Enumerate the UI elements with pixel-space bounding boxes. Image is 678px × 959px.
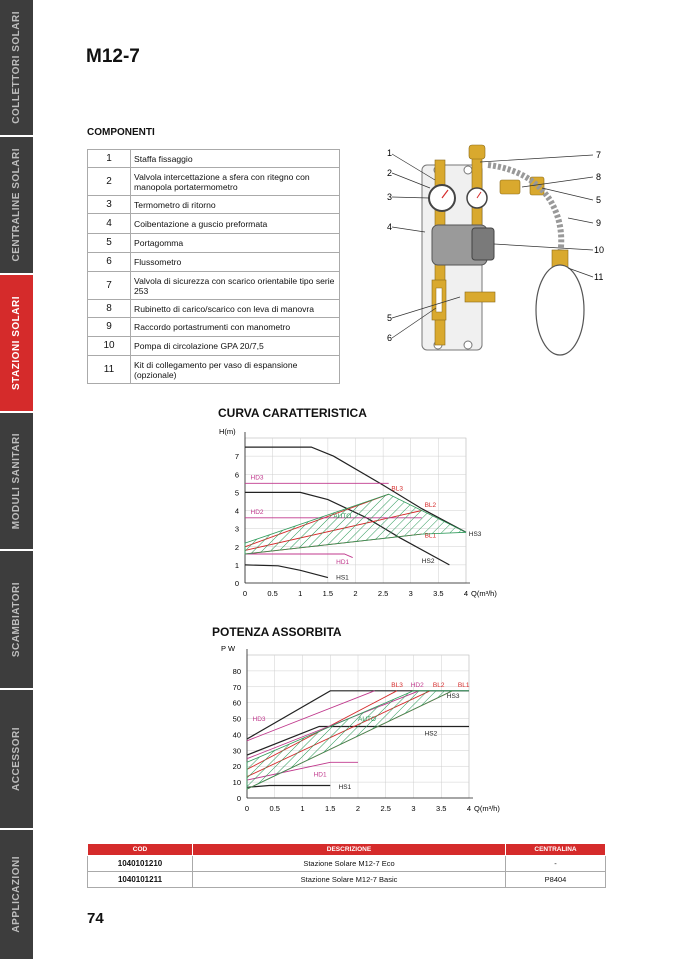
series-label-bl2: BL2	[432, 682, 445, 690]
table-row: 2 Valvola intercettazione a sfera con ritegno con manopola portatermometro	[88, 168, 340, 196]
series-label-hs2: HS2	[421, 558, 435, 566]
y-tick-label: 80	[232, 666, 241, 676]
callout-right-10: 10	[594, 245, 605, 255]
components-heading: COMPONENTI	[87, 127, 155, 138]
series-label-hs1: HS1	[336, 574, 349, 582]
callout-left-4: 4	[387, 222, 393, 232]
x-tick-label: 1	[298, 589, 303, 598]
y-axis-label: P W	[221, 645, 236, 653]
series-label-hs3: HS3	[446, 692, 460, 700]
y-tick-label: 30	[232, 746, 241, 756]
components-table	[87, 149, 340, 384]
sidebar-tab-scambiatori[interactable]: SCAMBIATORI	[0, 551, 33, 690]
y-tick-label: 2	[234, 542, 239, 552]
x-tick-label: 1.5	[322, 589, 334, 598]
series-label-hd1: HD1	[313, 771, 327, 779]
x-tick-label: 0	[242, 589, 248, 598]
y-axis-label: H(m)	[219, 428, 236, 436]
power-chart	[210, 645, 510, 825]
x-tick-label: 2	[353, 589, 358, 598]
sidebar-tab-centraline-solari[interactable]: CENTRALINE SOLARI	[0, 137, 33, 275]
callout-left-6: 6	[387, 333, 393, 343]
x-tick-label: 3	[411, 804, 416, 813]
y-tick-label: 1	[234, 560, 239, 570]
x-tick-label: 3	[408, 589, 413, 598]
x-tick-label: 4	[466, 804, 472, 813]
y-tick-label: 6	[234, 470, 239, 480]
series-label-auto: AUTO	[358, 716, 376, 724]
table-row: 7 Valvola di sicurezza con scarico orientabile tipo serie 253	[88, 272, 340, 300]
series-label-hs2: HS2	[424, 730, 438, 738]
callout-right-7: 7	[596, 150, 602, 160]
sidebar-tab-accessori[interactable]: ACCESSORI	[0, 690, 33, 830]
series-label-bl3: BL3	[391, 485, 403, 493]
col-header-descrizione: DESCRIZIONE	[193, 844, 506, 856]
callout-left-1: 1	[387, 148, 393, 158]
x-tick-label: 1.5	[325, 804, 336, 813]
col-header-centralina: CENTRALINA	[506, 844, 606, 856]
table-row: 8 Rubinetto di carico/scarico con leva di manovra	[88, 300, 340, 318]
series-label-hd1: HD1	[336, 558, 350, 566]
y-tick-label: 20	[232, 762, 241, 772]
callout-right-8: 8	[596, 172, 602, 182]
y-tick-label: 7	[234, 452, 239, 462]
series-label-hs1: HS1	[338, 784, 352, 792]
x-tick-label: 4	[463, 589, 469, 598]
table-row: 10 Pompa di circolazione GPA 20/7,5	[88, 337, 340, 356]
y-tick-label: 50	[232, 714, 241, 724]
y-tick-label: 0	[234, 579, 239, 588]
table-row: 4 Coibentazione a guscio preformata	[88, 214, 340, 234]
diagram-drawing	[422, 145, 584, 355]
series-label-auto: AUTO	[333, 512, 352, 520]
table-row: 1040101210 Stazione Solare M12-7 Eco -	[88, 856, 606, 872]
col-header-cod: COD	[88, 844, 193, 856]
x-tick-label: 2.5	[380, 804, 391, 813]
y-tick-label: 60	[232, 698, 241, 708]
sidebar-tab-moduli-sanitari[interactable]: MODULI SANITARI	[0, 413, 33, 551]
callout-right-11: 11	[594, 272, 604, 282]
table-row: 6 Flussometro	[88, 253, 340, 272]
x-tick-label: 0.5	[267, 589, 278, 598]
callout-left-5: 5	[387, 313, 393, 323]
x-tick-label: 2	[355, 804, 361, 813]
table-row: 1040101211 Stazione Solare M12-7 Basic P8404	[88, 872, 606, 888]
series-label-hd3: HD3	[252, 716, 266, 724]
series-label-hd2: HD2	[410, 682, 424, 690]
table-row: 11 Kit di collegamento per vaso di espansione (opzionale)	[88, 356, 340, 384]
pump-station-diagram	[380, 140, 610, 365]
callout-right-9: 9	[596, 218, 602, 228]
callout-left-3: 3	[387, 192, 393, 202]
y-tick-label: 0	[236, 794, 241, 803]
chart1-title: CURVA CARATTERISTICA	[218, 406, 367, 420]
sidebar-nav	[0, 0, 33, 959]
y-tick-label: 70	[232, 682, 241, 692]
series-label-hd3: HD3	[250, 474, 264, 482]
table-row: 5 Portagomma	[88, 234, 340, 253]
series-label-bl1: BL1	[457, 682, 470, 690]
x-axis-label: Q(m³/h)	[471, 589, 497, 598]
page-number: 74	[87, 910, 104, 927]
y-tick-label: 40	[232, 730, 241, 740]
sidebar-tab-stazioni-solari[interactable]: STAZIONI SOLARI	[0, 275, 33, 413]
table-row: 1 Staffa fissaggio	[88, 150, 340, 168]
page-title: M12-7	[86, 46, 140, 67]
series-label-hs3: HS3	[468, 530, 482, 538]
series-label-bl1: BL1	[424, 532, 437, 540]
callout-left-2: 2	[387, 168, 393, 178]
table-row: 3 Termometro di ritorno	[88, 196, 340, 214]
x-tick-label: 2.5	[377, 589, 389, 598]
y-tick-label: 4	[234, 506, 239, 516]
y-tick-label: 10	[232, 778, 241, 788]
x-tick-label: 3.5	[433, 589, 444, 598]
product-table-header	[88, 844, 606, 856]
series-label-hd2: HD2	[250, 509, 264, 517]
curve-chart	[215, 428, 510, 608]
callout-right-5: 5	[596, 195, 602, 205]
x-tick-label: 0	[244, 804, 250, 813]
y-tick-label: 3	[234, 524, 239, 534]
chart2-title: POTENZA ASSORBITA	[212, 625, 342, 639]
x-tick-label: 1	[300, 804, 305, 813]
series-label-bl2: BL2	[424, 501, 437, 509]
y-tick-label: 5	[234, 488, 239, 498]
table-row: 9 Raccordo portastrumenti con manometro	[88, 318, 340, 337]
x-tick-label: 3.5	[436, 804, 447, 813]
product-table	[87, 843, 606, 888]
sidebar-tab-applicazioni[interactable]: APPLICAZIONI	[11, 856, 22, 933]
x-tick-label: 0.5	[269, 804, 280, 813]
sidebar-tab-collettori-solari[interactable]: COLLETTORI SOLARI	[0, 0, 33, 137]
series-label-bl3: BL3	[391, 682, 403, 690]
x-axis-label: Q(m³/h)	[474, 804, 500, 813]
